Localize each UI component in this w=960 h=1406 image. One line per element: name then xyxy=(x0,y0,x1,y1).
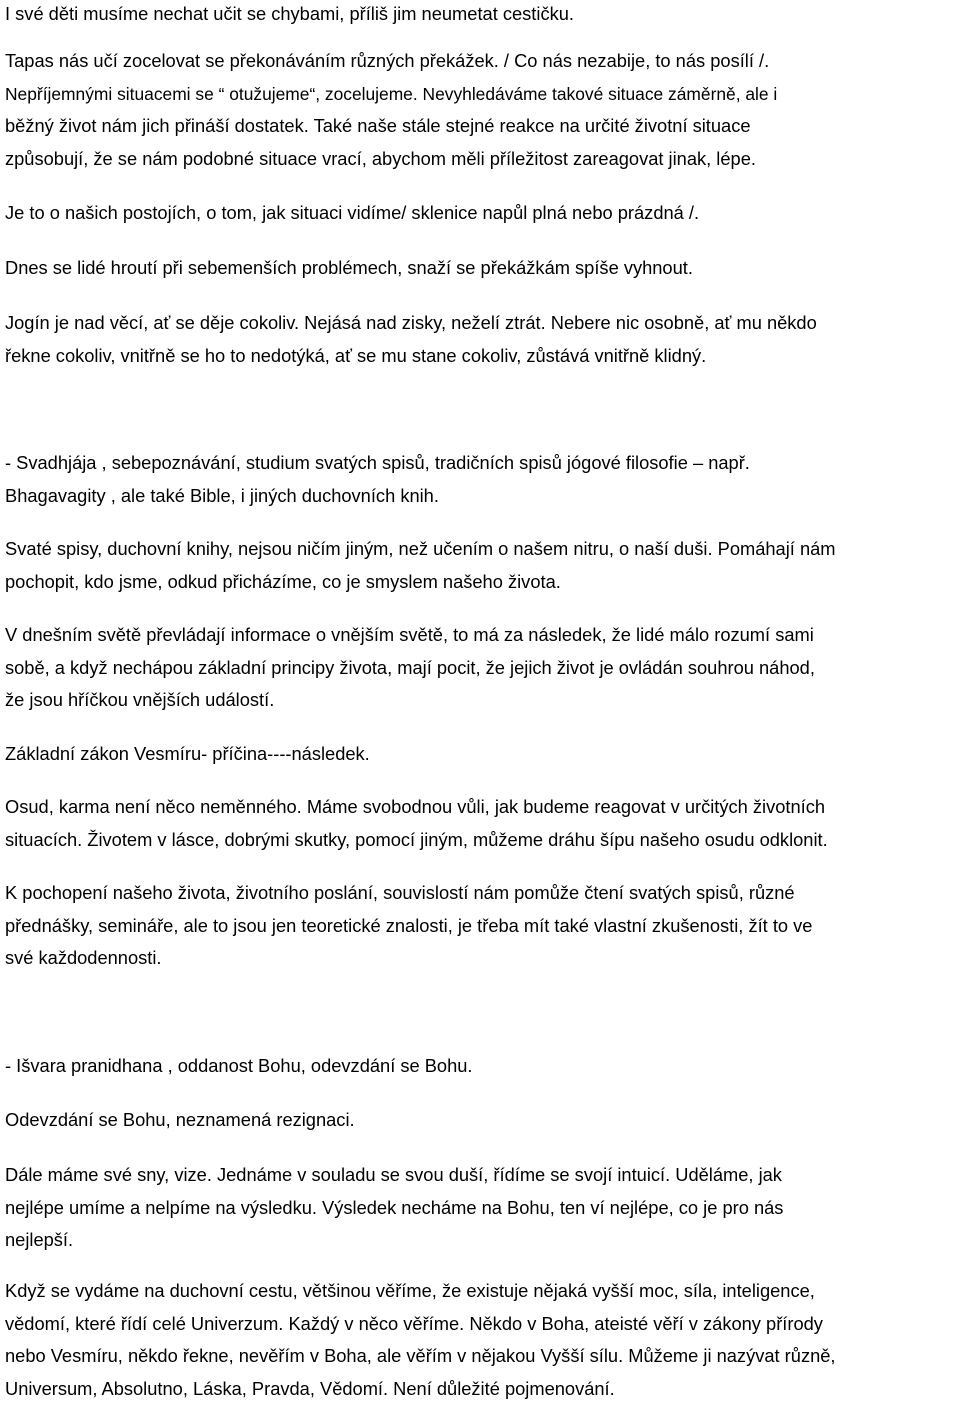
paragraph-4 xyxy=(5,252,693,285)
text-line: - Svadhjája , sebepoznávání, studium svatých spisů, tradičních spisů jógové filosofie – např. xyxy=(5,452,750,473)
text-line: Základní zákon Vesmíru- příčina----následek. xyxy=(5,743,370,764)
text-line: své každodennosti. xyxy=(5,947,162,968)
text-line: Tapas nás učí zocelovat se překonáváním různých překážek. / Co nás nezabije, to nás posílí /. xyxy=(5,50,770,71)
text-line: K pochopení našeho života, životního poslání, souvislostí nám pomůže čtení svatých spisů, různé xyxy=(5,882,795,903)
text-line: situacích. Životem v lásce, dobrými skutky, pomocí jiným, můžeme dráhu šípu našeho osudu odklonit. xyxy=(5,828,828,850)
text-line: řekne cokoliv, vnitřně se ho to nedotýká, ať se mu stane cokoliv, zůstává vnitřně klidný. xyxy=(5,344,707,366)
paragraph-11 xyxy=(5,877,812,975)
paragraph-15 xyxy=(5,1275,836,1405)
text-line: Jogín je nad věcí, ať se děje cokoliv. Nejásá nad zisky, neželí ztrát. Nebere nic osobně, ať mu někdo xyxy=(5,312,817,333)
text-line: Osud, karma není něco neměnného. Máme svobodnou vůli, jak budeme reagovat v určitých životních xyxy=(5,796,826,817)
text-line: přednášky, semináře, ale to jsou jen teoretické znalosti, je třeba mít také vlastní zkušenosti, žít to ve xyxy=(5,914,813,936)
paragraph-5 xyxy=(5,307,817,372)
paragraph-1 xyxy=(5,0,574,31)
text-line: nejlépe umíme a nelpíme na výsledku. Výsledek necháme na Bohu, ten ví nejlépe, co je pro nás xyxy=(5,1196,784,1218)
paragraph-10 xyxy=(5,791,828,856)
text-line: sobě, a když nechápou základní principy života, mají pocit, že jejich život je ovládán souhrou náhod, xyxy=(5,656,815,678)
paragraph-14 xyxy=(5,1159,783,1257)
text-line: Bhagavagity , ale také Bible, i jiných duchovních knih. xyxy=(5,484,439,506)
text-line: Dále máme své sny, vize. Jednáme v souladu se svou duší, řídíme se svojí intuicí. Uděláme, jak xyxy=(5,1164,782,1185)
text-line: - Išvara pranidhana , oddanost Bohu, odevzdání se Bohu. xyxy=(5,1055,473,1076)
paragraph-7 xyxy=(5,533,836,598)
paragraph-2 xyxy=(5,45,777,175)
text-line: I své děti musíme nechat učit se chybami, příliš jim neumetat cestičku. xyxy=(5,3,574,24)
paragraph-8 xyxy=(5,619,815,717)
paragraph-13 xyxy=(5,1104,355,1137)
text-line: vědomí, které řídí celé Univerzum. Každý v něco věříme. Někdo v Boha, ateisté věří v zákony přírody xyxy=(5,1312,823,1334)
text-line: Je to o našich postojích, o tom, jak situaci vidíme/ sklenice napůl plná nebo prázdná /. xyxy=(5,202,700,223)
text-line: Nepříjemnými situacemi se “ otužujeme“, zocelujeme. Nevyhledáváme takové situace záměrně, ale i xyxy=(5,83,778,104)
text-line: nebo Vesmíru, někdo řekne, nevěřím v Boha, ale věřím v nějakou Vyšší sílu. Můžeme ji nazývat různě, xyxy=(5,1345,836,1366)
text-line: V dnešním světě převládají informace o vnějším světě, to má za následek, že lidé málo rozumí sami xyxy=(5,624,814,645)
paragraph-6 xyxy=(5,447,750,512)
text-line: Odevzdání se Bohu, neznamená rezignaci. xyxy=(5,1109,355,1130)
paragraph-9 xyxy=(5,738,370,771)
text-line: Svaté spisy, duchovní knihy, nejsou ničím jiným, než učením o našem nitru, o naší duši. Pomáhají nám xyxy=(5,538,836,559)
text-line: běžný život nám jich přináší dostatek. Také naše stále stejné reakce na určité životní situace xyxy=(5,115,751,136)
paragraph-12 xyxy=(5,1050,473,1083)
text-line: Dnes se lidé hroutí při sebemenších problémech, snaží se překážkám spíše vyhnout. xyxy=(5,257,693,278)
text-line: pochopit, kdo jsme, odkud přicházíme, co je smyslem našeho života. xyxy=(5,570,561,592)
text-line: způsobují, že se nám podobné situace vrací, abychom měli příležitost zareagovat jinak, lépe. xyxy=(5,147,756,169)
text-line: Když se vydáme na duchovní cestu, většinou věříme, že existuje nějaká vyšší moc, síla, inteligence, xyxy=(5,1280,815,1301)
paragraph-3 xyxy=(5,197,699,230)
text-line: Universum, Absolutno, Láska, Pravda, Vědomí. Není důležité pojmenování. xyxy=(5,1377,615,1399)
text-line: nejlepší. xyxy=(5,1229,74,1250)
text-line: že jsou hříčkou vnějších událostí. xyxy=(5,689,275,710)
